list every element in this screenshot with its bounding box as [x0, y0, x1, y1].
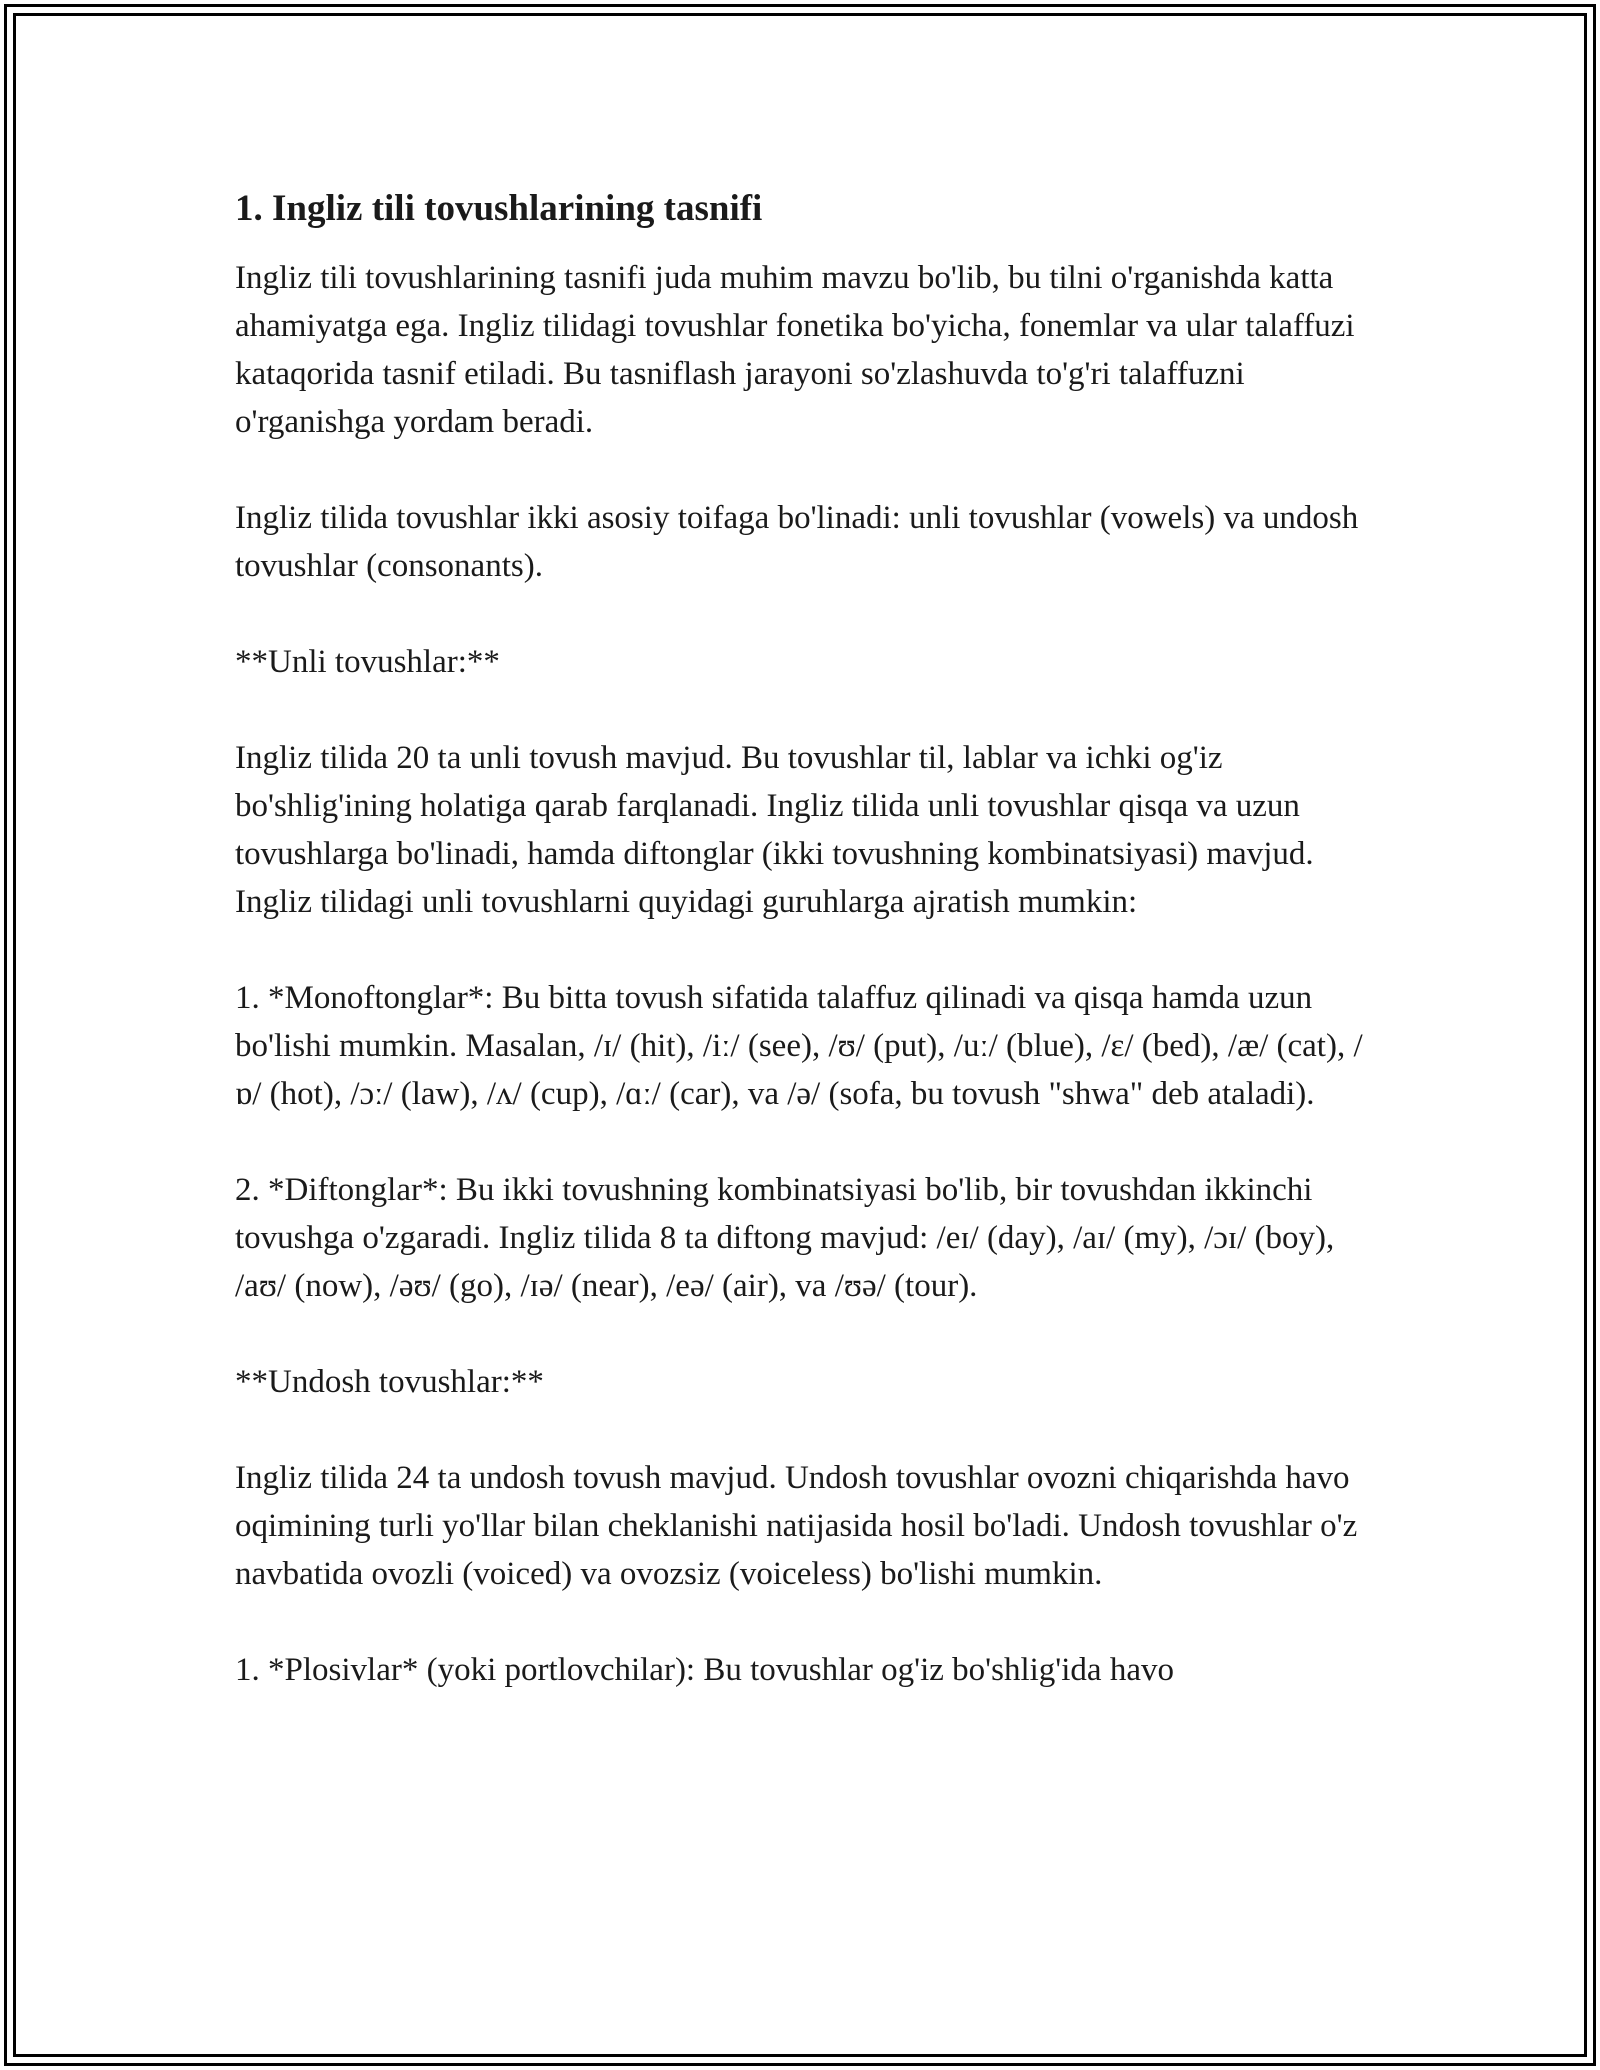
- intro-paragraph: Ingliz tili tovushlarining tasnifi juda muhim mavzu bo'lib, bu tilni o'rganishda katta ahamiyatga ega. Ingliz tilidagi tovushlar fonetika bo'yicha, fonemlar va ular talaffuzi kataqorida tasnif etiladi. Bu tasniflash jarayoni so'zlashuvda to'g'ri talaffuzni o'rganishga yordam beradi.: [235, 260, 1355, 440]
- consonants-heading: **Undosh tovushlar:**: [235, 1364, 544, 1400]
- document-title: 1. Ingliz tili tovushlarining tasnifi: [235, 188, 763, 229]
- monophthongs-item: 1. *Monoftonglar*: Bu bitta tovush sifatida talaffuz qilinadi va qisqa hamda uzun bo'lishi mumkin. Masalan, /ɪ/ (hit), /iː/ (see), /ʊ/ (put), /uː/ (blue), /ɛ/ (bed), /æ/ (cat), /ɒ/ (hot), /ɔː/ (law), /ʌ/ (cup), /ɑː/ (car), va /ə/ (sofa, bu tovush "shwa" deb ataladi).: [235, 980, 1363, 1112]
- consonants-paragraph: Ingliz tilida 24 ta undosh tovush mavjud. Undosh tovushlar ovozni chiqarishda havo oqimining turli yo'llar bilan cheklanishi natijasida hosil bo'ladi. Undosh tovushlar o'z navbatida ovozli (voiced) va ovozsiz (voiceless) bo'lishi mumkin.: [235, 1460, 1358, 1592]
- plosives-item: 1. *Plosivlar* (yoki portlovchilar): Bu tovushlar og'iz bo'shlig'ida havo: [235, 1652, 1174, 1688]
- vowels-heading: **Unli tovushlar:**: [235, 644, 500, 680]
- categories-paragraph: Ingliz tilida tovushlar ikki asosiy toifaga bo'linadi: unli tovushlar (vowels) va undosh tovushlar (consonants).: [235, 500, 1359, 584]
- vowels-paragraph: Ingliz tilida 20 ta unli tovush mavjud. Bu tovushlar til, lablar va ichki og'iz bo'shlig'ining holatiga qarab farqlanadi. Ingliz tilida unli tovushlar qisqa va uzun tovushlarga bo'linadi, hamda diftonglar (ikki tovushning kombinatsiyasi) mavjud. Ingliz tilidagi unli tovushlarni quyidagi guruhlarga ajratish mumkin:: [235, 740, 1314, 920]
- document-body: [235, 185, 1370, 1694]
- diphthongs-item: 2. *Diftonglar*: Bu ikki tovushning kombinatsiyasi bo'lib, bir tovushdan ikkinchi tovushga o'zgaradi. Ingliz tilida 8 ta diftong mavjud: /eɪ/ (day), /aɪ/ (my), /ɔɪ/ (boy), /aʊ/ (now), /əʊ/ (go), /ɪə/ (near), /eə/ (air), va /ʊə/ (tour).: [235, 1172, 1335, 1304]
